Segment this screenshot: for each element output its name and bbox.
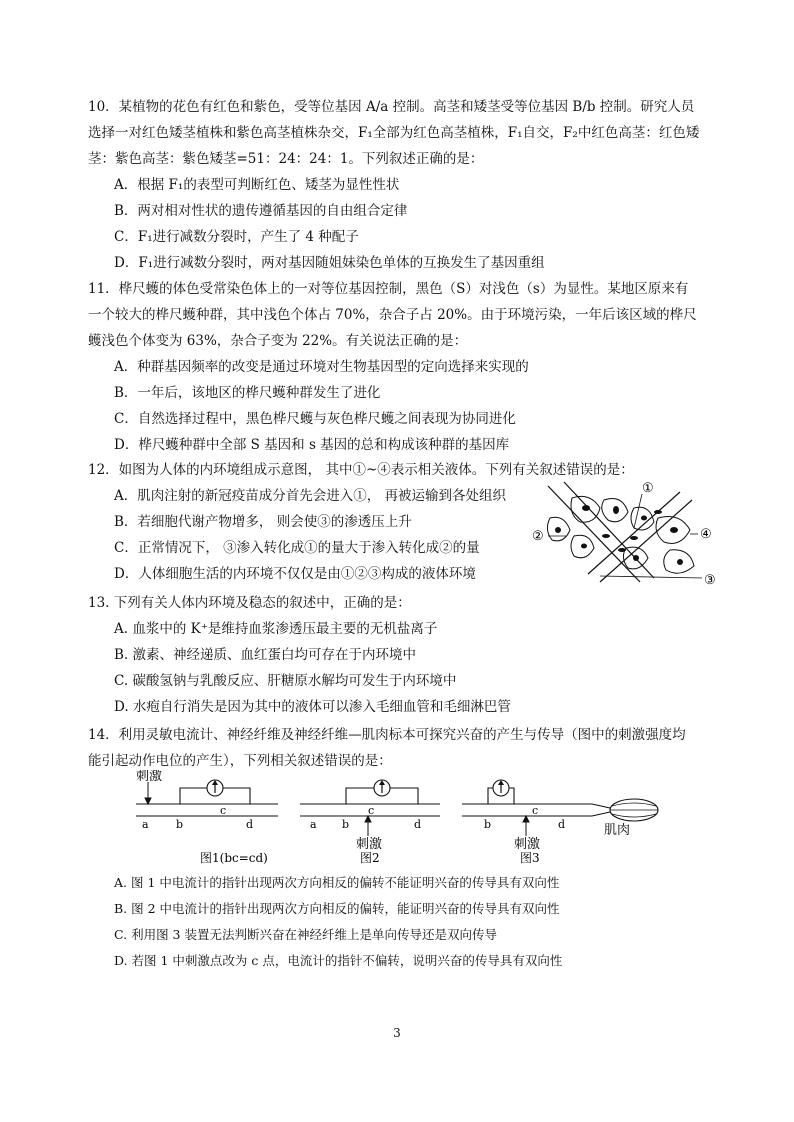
point-d-fig2: d [414, 818, 422, 831]
galvanometer-icon [207, 780, 223, 796]
q11-stem-line-1: 11．桦尺蠖的体色受常染色体上的一对等位基因控制，黑色（S）对浅色（s）为显性。某地区原来有 [88, 281, 689, 297]
question-13 [88, 590, 708, 720]
q12-option-b: B．若细胞代谢产物增多， 则会使③的渗透压上升 [114, 514, 412, 530]
point-b-fig2: b [342, 818, 350, 831]
q14-option-a: A. 图 1 中电流计的指针出现两次方向相反的偏转不能证明兴奋的传导具有双向性 [114, 875, 560, 890]
q13-option-a: A. 血浆中的 K⁺是维持血浆渗透压最主要的无机盐离子 [114, 621, 438, 637]
q10-option-d: D．F₁进行减数分裂时，两对基因随姐妹染色单体的互换发生了基因重组 [114, 255, 545, 271]
question-11 [88, 276, 708, 458]
q13-option-b: B. 激素、神经递质、血红蛋白均可存在于内环境中 [114, 647, 417, 663]
muscle-icon [610, 799, 658, 821]
caption-fig3: 图3 [520, 851, 540, 865]
q10-option-b: B．两对相对性状的遗传遵循基因的自由组合定律 [114, 203, 408, 219]
caption-fig2: 图2 [360, 851, 380, 865]
point-b-fig1: b [176, 818, 184, 831]
q13-option-d: D. 水疱自行消失是因为其中的液体可以渗入毛细血管和毛细淋巴管 [114, 699, 511, 715]
point-c-fig2: c [368, 804, 375, 817]
q12-option-d: D．人体细胞生活的内环境不仅仅是由①②③构成的液体环境 [114, 566, 476, 582]
q14-option-d: D. 若图 1 中刺激点改为 c 点，电流计的指针不偏转，说明兴奋的传导具有双向性 [114, 953, 563, 968]
figure-label-4: ④ [700, 527, 712, 542]
q12-option-c: C．正常情况下， ③渗入转化成①的量大于渗入转化成②的量 [114, 540, 480, 556]
page-number: 3 [393, 1026, 401, 1040]
q14-option-b: B. 图 2 中电流计的指针出现两次方向相反的偏转，能证明兴奋的传导具有双向性 [114, 901, 560, 916]
q12-stem: 12．如图为人体的内环境组成示意图， 其中①~④表示相关液体。下列有关叙述错误的是： [88, 462, 634, 478]
q14-stem-line-2: 能引起动作电位的产生），下列相关叙述错误的是： [88, 753, 392, 769]
q12-option-a: A．肌肉注射的新冠疫苗成分首先会进入①， 再被运输到各处组织 [114, 488, 507, 504]
point-c-fig3: c [532, 804, 539, 817]
stimulus-label-fig3: 刺激 [514, 837, 541, 852]
q13-stem: 13. 下列有关人体内环境及稳态的叙述中，正确的是： [88, 595, 411, 611]
question-14 [88, 722, 708, 774]
q11-option-d: D．桦尺蠖种群中全部 S 基因和 s 基因的总和构成该种群的基因库 [114, 437, 510, 453]
q13-option-c: C. 碳酸氢钠与乳酸反应、肝糖原水解均可发生于内环境中 [114, 673, 457, 689]
figure-label-1: ① [642, 481, 654, 496]
point-a-fig2: a [310, 818, 317, 831]
point-b-fig3: b [484, 818, 492, 831]
nerve-conduction-figure [128, 770, 668, 870]
q10-stem-line-2: 选择一对红色矮茎植株和紫色高茎植株杂交，F₁全部为红色高茎植株，F₁自交，F₂中红色高茎：红色矮 [88, 125, 700, 141]
q10-option-a: A．根据 F₁的表型可判断红色、矮茎为显性性状 [114, 177, 400, 193]
galvanometer-icon [374, 780, 390, 796]
question-14-options [88, 870, 708, 974]
galvanometer-icon [493, 780, 509, 796]
caption-fig1: 图1(bc=cd) [200, 851, 268, 865]
q11-option-c: C．自然选择过程中，黑色桦尺蠖与灰色桦尺蠖之间表现为协同进化 [114, 411, 516, 427]
stimulus-label-fig1: 刺激 [136, 770, 163, 784]
muscle-label: 肌肉 [604, 823, 631, 838]
q14-option-c: C. 利用图 3 装置无法判断兴奋在神经纤维上是单向传导还是双向传导 [114, 927, 497, 942]
point-c-fig1: c [220, 804, 227, 817]
internal-environment-diagram [530, 478, 720, 590]
q10-stem-line-1: 10．某植物的花色有红色和紫色，受等位基因 A/a 控制。高茎和矮茎受等位基因 B/b 控制。研究人员 [88, 99, 695, 115]
q11-option-a: A．种群基因频率的改变是通过环境对生物基因型的定向选择来实现的 [114, 359, 529, 375]
point-d-fig3: d [558, 818, 566, 831]
q10-stem-line-3: 茎：紫色高茎：紫色矮茎=51：24：24：1。下列叙述正确的是： [88, 151, 484, 167]
q11-option-b: B．一年后，该地区的桦尺蠖种群发生了进化 [114, 385, 381, 401]
point-d-fig1: d [246, 818, 254, 831]
q11-stem-line-3: 蠖浅色个体变为 63%，杂合子变为 22%。有关说法正确的是： [88, 333, 468, 349]
stimulus-label-fig2: 刺激 [356, 837, 383, 852]
q11-stem-line-2: 一个较大的桦尺蠖种群，其中浅色个体占 70%，杂合子占 20%。由于环境污染，一年后该区域的桦尺 [88, 307, 697, 323]
point-a-fig1: a [142, 818, 149, 831]
q14-stem-line-1: 14．利用灵敏电流计、神经纤维及神经纤维—肌肉标本可探究兴奋的产生与传导（图中的刺激强度均 [88, 727, 686, 743]
question-10 [88, 94, 708, 276]
figure-label-2: ② [532, 529, 544, 544]
q10-option-c: C．F₁进行减数分裂时，产生了 4 种配子 [114, 229, 359, 245]
figure-label-3: ③ [704, 573, 716, 588]
